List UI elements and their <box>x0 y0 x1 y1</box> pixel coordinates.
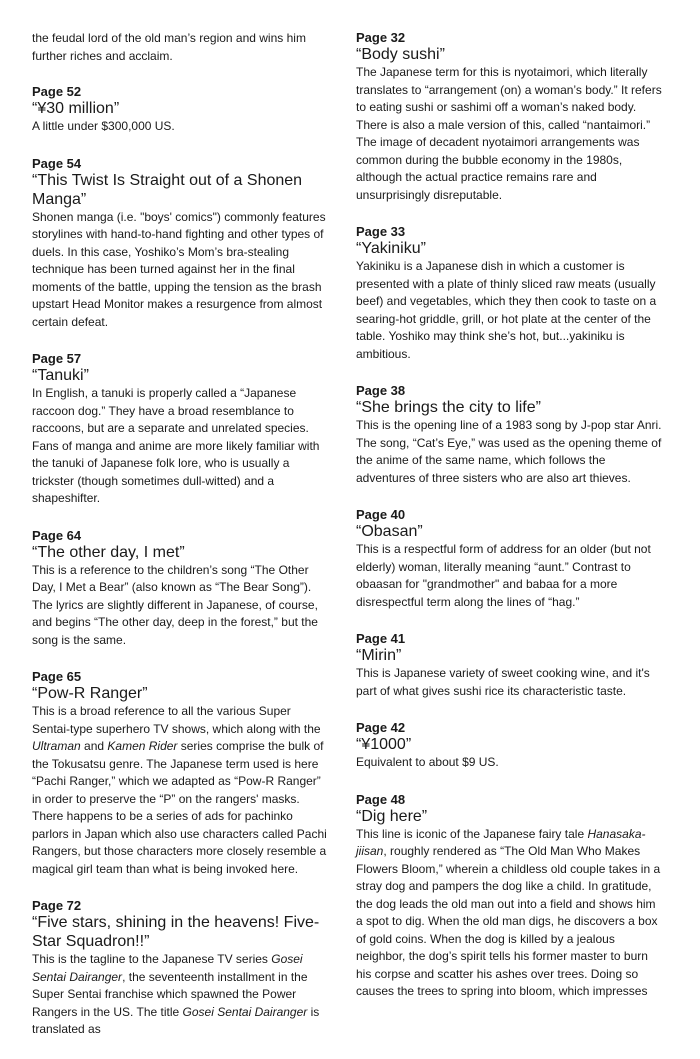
continued-text: the feudal lord of the old man’s region and wins him further riches and acclaim. <box>32 31 306 63</box>
note-title: “Five stars, shining in the heavens! Five-Star Squadron!!” <box>32 914 320 950</box>
note-body: This is a respectful form of address for an older (but not elderly) woman, literally meaning “aunt.” Contrast to obaasan for "grandmother" and babaa for a more disrespectful term along the lines of “hag.” <box>356 542 651 609</box>
note-body: In English, a tanuki is properly called a “Japanese raccoon dog.” They have a broad resemblance to raccoons, but are a separate and unrelated species. Fans of manga and anime are more likely familiar with the tanuki of Japanese folk lore, who is usually a trickster (though sometimes dull-witted) and a shapeshifter. <box>32 386 320 505</box>
note-body-italic: Hanasaka-jiisan <box>356 826 646 858</box>
note-body: Equivalent to about $9 US. <box>356 755 499 769</box>
note-title: “The other day, I met” <box>32 543 185 561</box>
note-title: “¥30 million” <box>32 100 120 117</box>
page-label: Page 38 <box>356 383 406 398</box>
note-page-32 <box>356 30 664 204</box>
note-page-38 <box>356 383 664 487</box>
note-body <box>32 951 330 1039</box>
note-title: “This Twist Is Straight out of a Shonen Manga” <box>32 171 303 208</box>
note-page-33 <box>356 224 664 363</box>
note-body: Yakiniku is a Japanese dish in which a customer is presented with a plate of thinly sliced raw meats (usually beef) and vegetables, which they then cook to taste on a searing-hot griddle, grill, or hot plate at the center of the table. Yoshiko may think she’s hot, but...yakiniku is ambitious. <box>356 259 657 361</box>
page-label: Page 41 <box>356 631 406 646</box>
note-page-72 <box>32 898 330 1039</box>
page-label: Page 33 <box>356 224 406 239</box>
page-label: Page 65 <box>32 669 82 684</box>
note-page-41 <box>356 631 664 700</box>
note-page-65 <box>32 669 330 878</box>
note-title: “Mirin” <box>356 647 402 664</box>
note-body: This is the opening line of a 1983 song by J-pop star Anri. The song, “Cat’s Eye,” was used as the opening theme of the anime of the same name, which follows the adventures of three sisters who are also art thieves. <box>356 418 662 485</box>
note-body-text: This is the tagline to the Japanese TV series <box>32 952 272 966</box>
note-page-54 <box>32 156 330 332</box>
note-body: This is Japanese variety of sweet cooking wine, and it's part of what gives sushi rice its characteristic taste. <box>356 666 650 698</box>
note-body-italic: Gosei Sentai Dairanger <box>182 1004 308 1019</box>
note-page-57 <box>32 351 330 508</box>
note-body-text: is translated as <box>32 1004 320 1036</box>
page-label: Page 48 <box>356 791 406 807</box>
note-body <box>356 826 664 1001</box>
note-body: Shonen manga (i.e. "boys' comics") commonly features storylines with hand-to-hand fighting and other types of duels. In this case, Yoshiko’s Mom’s bra-stealing technique has been turned against her in the final moments of the battle, upping the tension as the brash upstart Head Monitor makes a resurgence from almost certain defeat. <box>32 209 326 329</box>
note-body: The Japanese term for this is nyotaimori, which literally translates to “arrangement (on) a woman’s body.” It refers to eating sushi or sashimi off a woman’s naked body. There is also a male version of this, called “nantaimori.” The image of decadent nyotaimori arrangements was common during the bubble economy in the 1980s, although the actual practice remains rare and unsurprisingly disreputable. <box>356 65 662 202</box>
note-page-64 <box>32 528 330 650</box>
note-title: “Dig here” <box>356 807 428 825</box>
note-title: “¥1000” <box>356 736 412 753</box>
note-title: “She brings the city to life” <box>356 399 541 416</box>
note-title: “Yakiniku” <box>356 240 426 257</box>
note-body-text: This line is iconic of the Japanese fairy tale <box>356 826 588 841</box>
note-body-text: , roughly rendered as “The Old Man Who Makes Flowers Bloom,” wherein a childless old couple takes in a stray dog and pampers the dog like a child. In gratitude, the dog leads the old man out into a field and shows him a spot to dig. When the old man digs, he discovers a box of gold coins. When the dog is killed by a jealous neighbor, the dog’s spirit tells his former master to burn his corpse and scatter his ashes over trees. Doing so causes the trees to spring into bloom, which impresses <box>356 844 661 998</box>
note-body-text: , the seventeenth installment in the Super Sentai franchise which spawned the Power Rangers in the US. The title <box>32 969 308 1019</box>
note-page-48 <box>356 792 664 1001</box>
page-label: Page 32 <box>356 30 406 45</box>
note-title: “Pow-R Ranger” <box>32 685 148 702</box>
note-body-text: This is a broad reference to all the various Super Sentai-type superhero TV shows, which along with the <box>32 704 321 736</box>
note-body-text: and <box>80 739 108 753</box>
note-body-text: series comprise the bulk of the Tokusatsu genre. The Japanese term used is here “Pachi Ranger,” which we adapted as “Pow-R Ranger” in order to preserve the “P” on the rangers' masks. There happens to be a series of ads for pachinko parlors in Japan which also use characters called Pachi Rangers, but those characters more closely resemble a magical girl team than what is being invoked here. <box>32 739 327 876</box>
note-body-italic: Gosei Sentai Dairanger <box>32 952 303 984</box>
page-label: Page 40 <box>356 507 406 522</box>
note-title: “Body sushi” <box>356 46 445 63</box>
note-body: This is a reference to the children’s song “The Other Day, I Met a Bear” (also known as “The Bear Song”). The lyrics are slightly different in Japanese, of course, and begins “The other day, deep in the forest,” but the song is the same. <box>32 562 318 647</box>
page-label: Page 57 <box>32 351 82 366</box>
note-body-italic: Kamen Rider <box>107 739 178 753</box>
page-label: Page 72 <box>32 898 82 913</box>
note-title: “Obasan” <box>356 523 423 540</box>
note-page-42 <box>356 720 664 772</box>
left-column <box>32 30 330 1059</box>
note-title: “Tanuki” <box>32 367 89 384</box>
note-body: A little under $300,000 US. <box>32 119 175 133</box>
page-label: Page 52 <box>32 84 82 99</box>
note-body <box>32 703 330 878</box>
note-page-52 <box>32 84 330 136</box>
right-column <box>356 30 664 1021</box>
note-page-40 <box>356 507 664 611</box>
page-label: Page 64 <box>32 527 82 543</box>
page-label: Page 42 <box>356 720 406 735</box>
page-label: Page 54 <box>32 155 82 171</box>
note-body-italic: Ultraman <box>32 739 81 753</box>
